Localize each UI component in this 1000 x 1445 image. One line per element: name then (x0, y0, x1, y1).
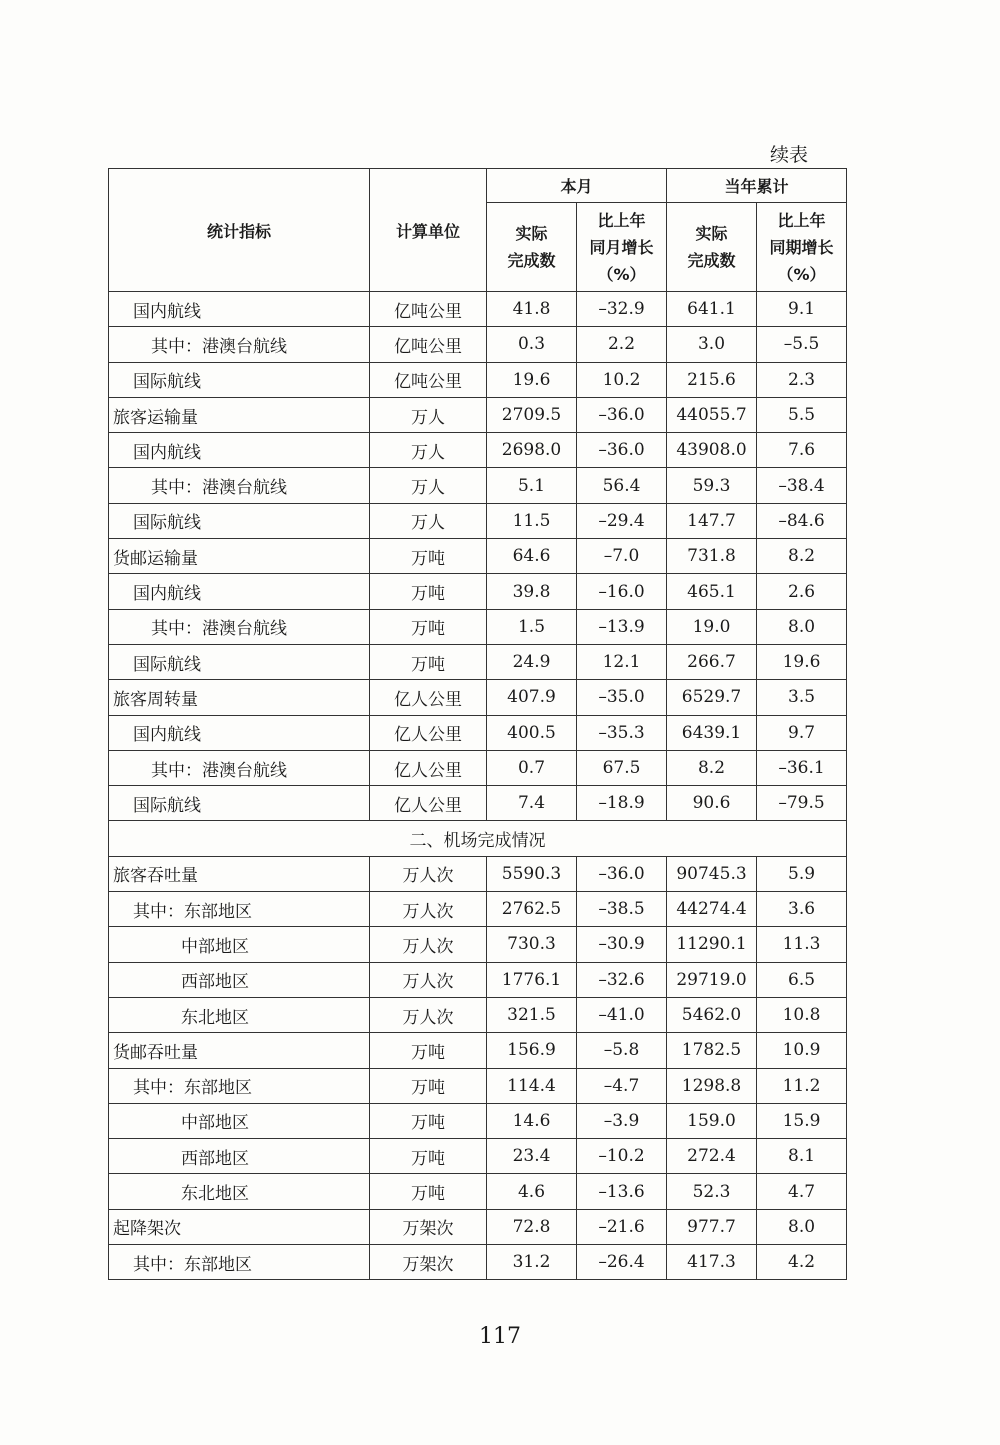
month-growth-cell: –10.2 (577, 1139, 667, 1174)
ytd-growth-cell: 3.5 (757, 680, 847, 715)
table-row (109, 786, 847, 821)
statistics-table (108, 168, 847, 1280)
month-actual-cell: 730.3 (487, 927, 577, 962)
row-label: 其中：东部地区 (109, 1068, 370, 1103)
unit-cell: 万吨 (370, 1139, 487, 1174)
unit-header: 计算单位 (370, 169, 487, 292)
row-label: 货邮运输量 (109, 539, 370, 574)
month-growth-cell: –41.0 (577, 997, 667, 1032)
table-row (109, 1245, 847, 1280)
table-row (109, 1209, 847, 1244)
ytd-growth-cell: 8.0 (757, 609, 847, 644)
unit-cell: 万吨 (370, 1174, 487, 1209)
section-row (109, 821, 847, 856)
unit-cell: 亿吨公里 (370, 292, 487, 327)
month-growth-cell: –13.6 (577, 1174, 667, 1209)
month-growth-cell: –4.7 (577, 1068, 667, 1103)
month-actual-cell: 72.8 (487, 1209, 577, 1244)
unit-cell: 万人次 (370, 962, 487, 997)
row-label: 中部地区 (109, 1103, 370, 1138)
unit-cell: 万吨 (370, 574, 487, 609)
ytd-growth-cell: 10.8 (757, 997, 847, 1032)
table-row (109, 539, 847, 574)
month-actual-cell: 0.7 (487, 750, 577, 785)
unit-cell: 万吨 (370, 1103, 487, 1138)
ytd-growth-header: 比上年 同期增长 （%） (757, 203, 847, 292)
ytd-actual-cell: 1298.8 (667, 1068, 757, 1103)
ytd-actual-cell: 90745.3 (667, 856, 757, 891)
month-actual-cell: 5.1 (487, 468, 577, 503)
ytd-actual-cell: 8.2 (667, 750, 757, 785)
row-label: 旅客吞吐量 (109, 856, 370, 891)
unit-cell: 万架次 (370, 1245, 487, 1280)
unit-cell: 万人次 (370, 856, 487, 891)
table-row (109, 750, 847, 785)
table-row (109, 1174, 847, 1209)
unit-cell: 亿人公里 (370, 715, 487, 750)
table-row (109, 1139, 847, 1174)
month-growth-cell: –26.4 (577, 1245, 667, 1280)
ytd-actual-cell: 977.7 (667, 1209, 757, 1244)
month-growth-cell: –36.0 (577, 433, 667, 468)
month-actual-cell: 2709.5 (487, 397, 577, 432)
ytd-actual-cell: 215.6 (667, 362, 757, 397)
ytd-growth-cell: 9.7 (757, 715, 847, 750)
month-actual-cell: 39.8 (487, 574, 577, 609)
unit-cell: 万人 (370, 397, 487, 432)
row-label: 国际航线 (109, 786, 370, 821)
unit-cell: 亿人公里 (370, 680, 487, 715)
table-row (109, 362, 847, 397)
month-growth-cell: –29.4 (577, 503, 667, 538)
table-row (109, 856, 847, 891)
row-label: 西部地区 (109, 1139, 370, 1174)
ytd-growth-cell: 9.1 (757, 292, 847, 327)
table-row (109, 644, 847, 679)
month-growth-cell: –5.8 (577, 1033, 667, 1068)
table-row (109, 892, 847, 927)
row-label: 其中：港澳台航线 (109, 468, 370, 503)
month-actual-cell: 31.2 (487, 1245, 577, 1280)
ytd-growth-cell: 4.7 (757, 1174, 847, 1209)
month-actual-cell: 7.4 (487, 786, 577, 821)
month-growth-cell: –18.9 (577, 786, 667, 821)
table-body (109, 292, 847, 1280)
ytd-growth-cell: 3.6 (757, 892, 847, 927)
row-label: 国内航线 (109, 574, 370, 609)
month-growth-cell: –35.0 (577, 680, 667, 715)
unit-cell: 万人次 (370, 997, 487, 1032)
ytd-actual-cell: 52.3 (667, 1174, 757, 1209)
ytd-growth-cell: 19.6 (757, 644, 847, 679)
month-growth-cell: –36.0 (577, 397, 667, 432)
ytd-growth-cell: –84.6 (757, 503, 847, 538)
month-actual-header: 实际 完成数 (487, 203, 577, 292)
month-actual-cell: 2698.0 (487, 433, 577, 468)
month-actual-cell: 114.4 (487, 1068, 577, 1103)
row-label: 中部地区 (109, 927, 370, 962)
table-row (109, 397, 847, 432)
unit-cell: 万吨 (370, 1033, 487, 1068)
month-growth-cell: 12.1 (577, 644, 667, 679)
table-row (109, 503, 847, 538)
row-label: 国际航线 (109, 644, 370, 679)
month-growth-cell: 56.4 (577, 468, 667, 503)
ytd-growth-cell: –79.5 (757, 786, 847, 821)
ytd-growth-cell: 11.2 (757, 1068, 847, 1103)
ytd-actual-cell: 44055.7 (667, 397, 757, 432)
month-actual-cell: 4.6 (487, 1174, 577, 1209)
month-actual-cell: 23.4 (487, 1139, 577, 1174)
month-growth-cell: 10.2 (577, 362, 667, 397)
ytd-growth-cell: 8.0 (757, 1209, 847, 1244)
row-label: 其中：港澳台航线 (109, 750, 370, 785)
ytd-actual-cell: 465.1 (667, 574, 757, 609)
unit-cell: 万人 (370, 503, 487, 538)
ytd-actual-cell: 3.0 (667, 327, 757, 362)
month-actual-cell: 407.9 (487, 680, 577, 715)
unit-cell: 亿人公里 (370, 750, 487, 785)
row-label: 货邮吞吐量 (109, 1033, 370, 1068)
month-growth-cell: –30.9 (577, 927, 667, 962)
ytd-actual-cell: 19.0 (667, 609, 757, 644)
unit-cell: 万人次 (370, 892, 487, 927)
month-growth-cell: –7.0 (577, 539, 667, 574)
unit-cell: 亿人公里 (370, 786, 487, 821)
row-label: 东北地区 (109, 1174, 370, 1209)
row-label: 东北地区 (109, 997, 370, 1032)
ytd-growth-cell: 2.3 (757, 362, 847, 397)
table-row (109, 680, 847, 715)
unit-cell: 万人 (370, 468, 487, 503)
table-row (109, 574, 847, 609)
month-actual-cell: 400.5 (487, 715, 577, 750)
ytd-actual-cell: 417.3 (667, 1245, 757, 1280)
ytd-actual-cell: 6439.1 (667, 715, 757, 750)
ytd-growth-cell: –36.1 (757, 750, 847, 785)
this-month-header: 本月 (487, 169, 667, 203)
ytd-actual-cell: 59.3 (667, 468, 757, 503)
table-row (109, 1068, 847, 1103)
ytd-growth-cell: 15.9 (757, 1103, 847, 1138)
table-row (109, 1103, 847, 1138)
table-row (109, 1033, 847, 1068)
unit-cell: 万人次 (370, 927, 487, 962)
month-actual-cell: 64.6 (487, 539, 577, 574)
unit-cell: 万人 (370, 433, 487, 468)
row-label: 西部地区 (109, 962, 370, 997)
month-actual-cell: 5590.3 (487, 856, 577, 891)
month-actual-cell: 1.5 (487, 609, 577, 644)
table-row (109, 715, 847, 750)
table-row (109, 927, 847, 962)
ytd-growth-cell: 7.6 (757, 433, 847, 468)
ytd-actual-cell: 266.7 (667, 644, 757, 679)
row-label: 其中：东部地区 (109, 892, 370, 927)
ytd-growth-cell: 2.6 (757, 574, 847, 609)
ytd-actual-cell: 1782.5 (667, 1033, 757, 1068)
year-to-date-header: 当年累计 (667, 169, 847, 203)
section-title: 二、机场完成情况 (109, 821, 847, 856)
ytd-actual-cell: 43908.0 (667, 433, 757, 468)
row-label: 旅客运输量 (109, 397, 370, 432)
month-actual-cell: 24.9 (487, 644, 577, 679)
continued-label: 续表 (770, 144, 809, 166)
ytd-growth-cell: 4.2 (757, 1245, 847, 1280)
unit-cell: 万吨 (370, 1068, 487, 1103)
page-number: 117 (479, 1324, 521, 1349)
month-growth-cell: –32.9 (577, 292, 667, 327)
ytd-actual-cell: 272.4 (667, 1139, 757, 1174)
month-growth-cell: –35.3 (577, 715, 667, 750)
month-actual-cell: 19.6 (487, 362, 577, 397)
ytd-actual-cell: 29719.0 (667, 962, 757, 997)
ytd-actual-cell: 159.0 (667, 1103, 757, 1138)
ytd-growth-cell: 8.2 (757, 539, 847, 574)
ytd-actual-cell: 6529.7 (667, 680, 757, 715)
ytd-growth-cell: –38.4 (757, 468, 847, 503)
month-actual-cell: 14.6 (487, 1103, 577, 1138)
indicator-header: 统计指标 (109, 169, 370, 292)
table-row (109, 962, 847, 997)
ytd-actual-cell: 641.1 (667, 292, 757, 327)
ytd-growth-cell: –5.5 (757, 327, 847, 362)
month-actual-cell: 41.8 (487, 292, 577, 327)
row-label: 旅客周转量 (109, 680, 370, 715)
unit-cell: 万吨 (370, 539, 487, 574)
ytd-growth-cell: 5.5 (757, 397, 847, 432)
ytd-growth-cell: 10.9 (757, 1033, 847, 1068)
table-row (109, 997, 847, 1032)
row-label: 其中：港澳台航线 (109, 327, 370, 362)
table-row (109, 433, 847, 468)
month-growth-cell: 2.2 (577, 327, 667, 362)
ytd-actual-cell: 731.8 (667, 539, 757, 574)
ytd-growth-cell: 11.3 (757, 927, 847, 962)
month-actual-cell: 0.3 (487, 327, 577, 362)
month-growth-header: 比上年 同月增长 （%） (577, 203, 667, 292)
month-actual-cell: 156.9 (487, 1033, 577, 1068)
month-actual-cell: 1776.1 (487, 962, 577, 997)
table-row (109, 327, 847, 362)
unit-cell: 万吨 (370, 644, 487, 679)
table-row (109, 609, 847, 644)
row-label: 其中：港澳台航线 (109, 609, 370, 644)
row-label: 国内航线 (109, 715, 370, 750)
unit-cell: 亿吨公里 (370, 362, 487, 397)
ytd-actual-cell: 90.6 (667, 786, 757, 821)
unit-cell: 亿吨公里 (370, 327, 487, 362)
row-label: 国内航线 (109, 433, 370, 468)
month-actual-cell: 321.5 (487, 997, 577, 1032)
month-growth-cell: –36.0 (577, 856, 667, 891)
month-actual-cell: 11.5 (487, 503, 577, 538)
row-label: 起降架次 (109, 1209, 370, 1244)
row-label: 国内航线 (109, 292, 370, 327)
ytd-actual-header: 实际 完成数 (667, 203, 757, 292)
month-growth-cell: –32.6 (577, 962, 667, 997)
ytd-growth-cell: 5.9 (757, 856, 847, 891)
month-growth-cell: –3.9 (577, 1103, 667, 1138)
ytd-actual-cell: 44274.4 (667, 892, 757, 927)
month-growth-cell: 67.5 (577, 750, 667, 785)
ytd-growth-cell: 6.5 (757, 962, 847, 997)
ytd-actual-cell: 147.7 (667, 503, 757, 538)
ytd-actual-cell: 11290.1 (667, 927, 757, 962)
row-label: 国际航线 (109, 503, 370, 538)
month-growth-cell: –38.5 (577, 892, 667, 927)
month-actual-cell: 2762.5 (487, 892, 577, 927)
unit-cell: 万吨 (370, 609, 487, 644)
ytd-growth-cell: 8.1 (757, 1139, 847, 1174)
unit-cell: 万架次 (370, 1209, 487, 1244)
month-growth-cell: –16.0 (577, 574, 667, 609)
row-label: 其中：东部地区 (109, 1245, 370, 1280)
table-row (109, 292, 847, 327)
table-row (109, 468, 847, 503)
row-label: 国际航线 (109, 362, 370, 397)
month-growth-cell: –21.6 (577, 1209, 667, 1244)
month-growth-cell: –13.9 (577, 609, 667, 644)
ytd-actual-cell: 5462.0 (667, 997, 757, 1032)
